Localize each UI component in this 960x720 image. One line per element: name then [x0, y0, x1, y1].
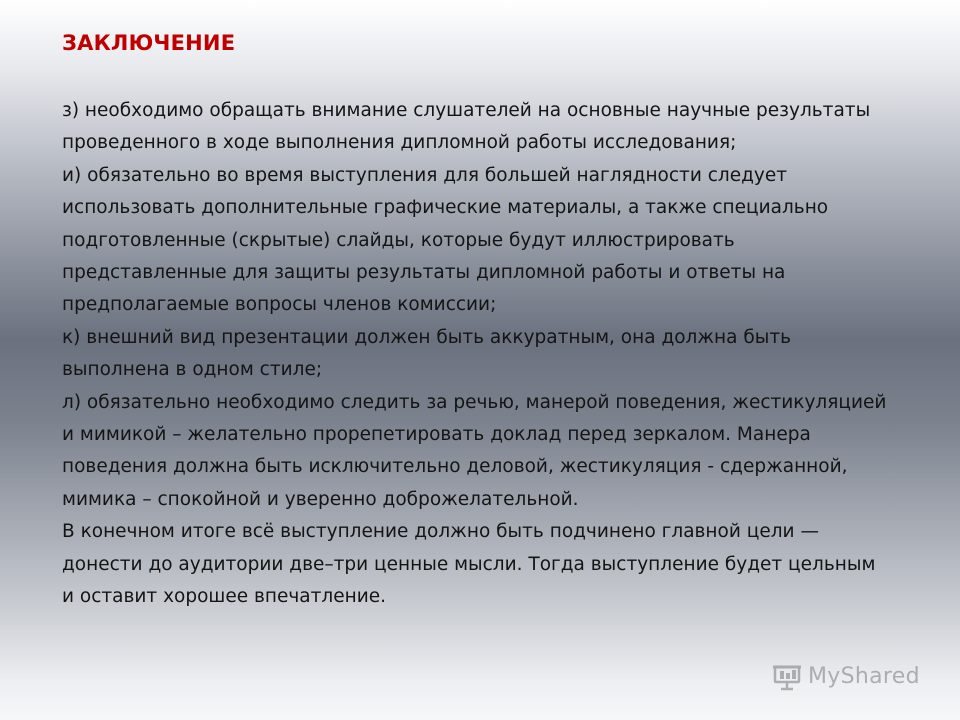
paragraph-z: з) необходимо обращать внимание слушателей на основные научные результаты проведенного в ходе выполнения дипломной работы исследования; — [62, 100, 871, 154]
paragraph-i: и) обязательно во время выступления для большей наглядности следует использовать дополнительные графические материалы, а также специально подготовленные (скрытые) слайды, которые будут иллюстрировать представленные для защиты результаты дипломной работы и ответы на предполагаемые вопросы членов комиссии; — [62, 164, 829, 316]
presentation-screen-icon — [772, 661, 802, 691]
paragraph-k: к) внешний вид презентации должен быть аккуратным, она должна быть выполнена в одном стиле; — [62, 326, 792, 381]
myshared-watermark — [772, 656, 920, 696]
slide-title: ЗАКЛЮЧЕНИЕ — [62, 31, 236, 55]
paragraph-l: л) обязательно необходимо следить за речью, манерой поведения, жестикуляцией и мимикой – желательно прорепетировать доклад перед зеркалом. Манера поведения должна быть исключительно деловой, жестикуляция - сдержанной, мимика – спокойной и уверенно доброжелательной. — [62, 391, 887, 510]
slide-body — [62, 95, 892, 614]
paragraph-conclusion: В конечном итоге всё выступление должно быть подчинено главной цели —донести до аудитории две–три ценные мысли. Тогда выступление будет цельным и оставит хорошее впечатление. — [62, 521, 876, 608]
watermark-text: MyShared — [808, 663, 920, 689]
